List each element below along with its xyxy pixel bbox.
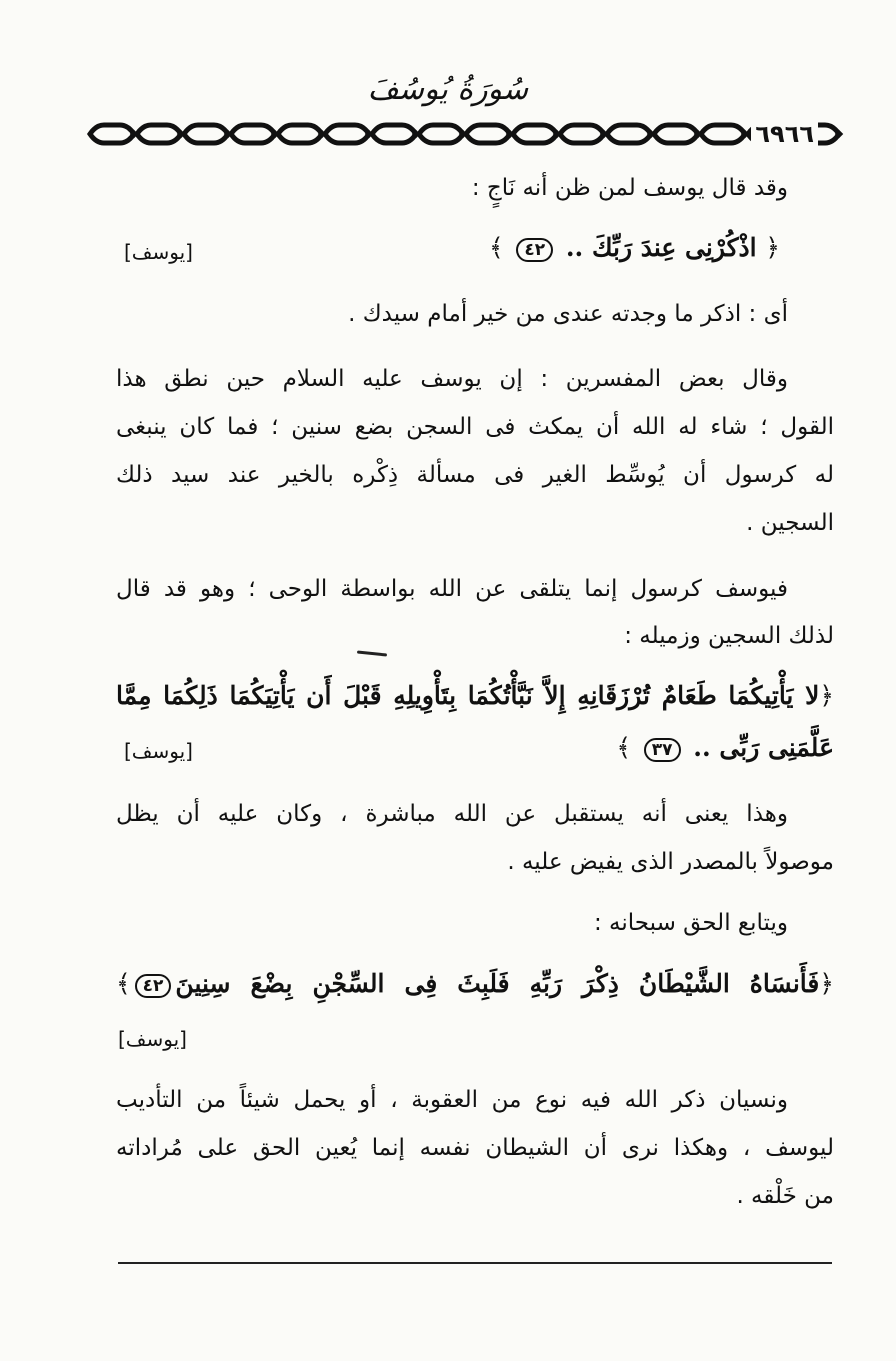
- verse-close-bracket: ﴾: [116, 969, 131, 998]
- verse-3-reference: [يوسف]: [118, 1027, 187, 1051]
- verse-3-text: فَأَنسَاهُ الشَّيْطَانُ ذِكْرَ رَبِّهِ فَلَبِثَ فِى السِّجْنِ بِضْعَ سِنِينَ: [175, 969, 820, 998]
- verse-2-line2: [616, 728, 834, 768]
- verse-2-text-2: عَلَّمَنِى رَبِّى ..: [693, 733, 834, 762]
- chain-link: [325, 125, 369, 143]
- explanation-1: أى : اذكر ما وجدته عندى من خير أمام سيدك .: [348, 301, 788, 327]
- verse-close-bracket: ﴾: [488, 233, 504, 262]
- para3-line1: وهذا يعنى أنه يستقبل عن الله مباشرة ، وكان عليه أن يظل: [116, 801, 788, 827]
- chain-link: [90, 125, 134, 143]
- chain-link: [701, 125, 745, 143]
- chain-link: [419, 125, 463, 143]
- para4-line2: ليوسف ، وهكذا نرى أن الشيطان نفسه إنما يُعين الحق على مُراداته: [116, 1135, 834, 1161]
- verse-2-text-1: لا يَأْتِيكُمَا طَعَامٌ تُرْزَقَانِهِ إِلاَّ نَبَّأْتُكُمَا بِتَأْوِيلِهِ قَبْلَ أَن يَأْتِيَكُمَا ذَلِكُمَا مِمَّا: [116, 681, 820, 710]
- para1-line1: وقال بعض المفسرين : إن يوسف عليه السلام حين نطق هذا: [116, 366, 788, 392]
- verse-2-line1: [116, 676, 834, 716]
- chain-link: [654, 125, 698, 143]
- chain-link: [278, 125, 322, 143]
- ayah-number: ٤٢: [516, 238, 553, 262]
- verse-1-reference: [يوسف]: [124, 240, 193, 264]
- chain-link: [231, 125, 275, 143]
- chain-link: [466, 125, 510, 143]
- verse-open-bracket: ﴿: [819, 969, 834, 998]
- ayah-number: ٣٧: [644, 738, 681, 762]
- ayah-number: ٤٢: [135, 974, 172, 998]
- verse-3: [116, 964, 834, 1004]
- verse-open-bracket: ﴿: [819, 681, 834, 710]
- page-number: ٦٩٦٦: [751, 118, 818, 150]
- verse-1: [489, 228, 780, 268]
- para1-line2: القول ؛ شاء له الله أن يمكث فى السجن بضع سنين ؛ فما كان ينبغى: [116, 414, 834, 440]
- header-border: [86, 118, 856, 150]
- para1-line4: السجين .: [746, 510, 834, 536]
- para3-line2: موصولاً بالمصدر الذى يفيض عليه .: [507, 849, 834, 875]
- para4-line1: ونسيان ذكر الله فيه نوع من العقوبة ، أو يحمل شيئاً من التأديب: [116, 1087, 788, 1113]
- verse-1-text: اذْكُرْنِى عِندَ رَبِّكَ ..: [565, 233, 757, 262]
- para2-line1: فيوسف كرسول إنما يتلقى عن الله بواسطة الوحى ؛ وهو قد قال: [116, 576, 788, 602]
- para2-line2: لذلك السجين وزميله :: [624, 623, 834, 649]
- stray-mark: [357, 650, 387, 656]
- verse-open-bracket: ﴿: [765, 233, 780, 262]
- chain-link: [137, 125, 181, 143]
- chain-link: [372, 125, 416, 143]
- chain-ornament-icon: [86, 118, 856, 150]
- surah-title: سُورَةُ يُوسُفَ: [367, 72, 529, 107]
- para1-line3: له كرسول أن يُوسِّط الغير فى مسألة ذِكْره بالخير عند سيد ذلك: [116, 462, 834, 488]
- verse-close-bracket: ﴾: [616, 733, 632, 762]
- chain-link: [607, 125, 651, 143]
- intro-text: وقد قال يوسف لمن ظن أنه نَاجٍ :: [471, 175, 788, 201]
- chain-link: [513, 125, 557, 143]
- para4-line3: من خَلْقه .: [736, 1183, 834, 1209]
- chain-link: [184, 125, 228, 143]
- footer-rule: [118, 1262, 832, 1264]
- chain-link: [560, 125, 604, 143]
- verse-2-reference: [يوسف]: [124, 739, 193, 763]
- intro-2-text: ويتابع الحق سبحانه :: [593, 910, 788, 936]
